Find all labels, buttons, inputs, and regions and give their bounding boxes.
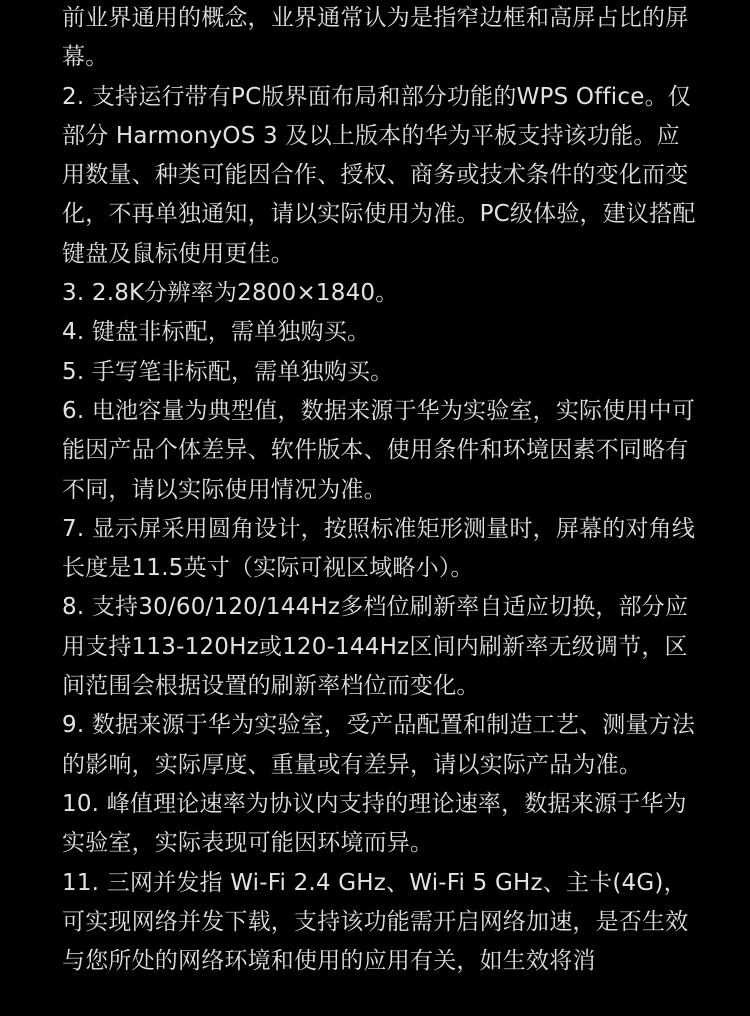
footnote-3: 3. 2.8K分辨率为2800×1840。 [62,280,399,307]
footnote-6: 6. 电池容量为典型值，数据来源于华为实验室，实际使用中可能因产品个体差异、软件版本、使用条件和环境因素不同略有不同，请以实际使用情况为准。 [62,397,696,503]
footnote-8: 8. 支持30/60/120/144Hz多档位刷新率自适应切换，部分应用支持113-120Hz或120-144Hz区间内刷新率无级调节，区间范围会根据设置的刷新率档位而变化。 [62,594,689,700]
footnote-2: 2. 支持运行带有PC版界面布局和部分功能的WPS Office。仅部分 HarmonyOS 3 及以上版本的华为平板支持该功能。应用数量、种类可能因合作、授权、商务或技术条件的变化而变化，不再单独通知，请以实际使用为准。PC级体验，建议搭配键盘及鼠标使用更佳。 [62,83,696,267]
footnote-7: 7. 显示屏采用圆角设计，按照标准矩形测量时，屏幕的对角线长度是11.5英寸（实际可视区域略小）。 [62,515,696,582]
footnote-11: 11. 三网并发指 Wi-Fi 2.4 GHz、Wi-Fi 5 GHz、主卡(4G)，可实现网络并发下载，支持该功能需开启网络加速，是否生效与您所处的网络环境和使用的应用有关，如生效将消 [62,869,689,975]
footnote-10: 10. 峰值理论速率为协议内支持的理论速率，数据来源于华为实验室，实际表现可能因环境而异。 [62,790,687,857]
footnote-5: 5. 手写笔非标配，需单独购买。 [62,358,394,385]
footnote-continued: 前业界通用的概念，业界通常认为是指窄边框和高屏占比的屏幕。 [62,5,689,71]
footnotes-list [62,0,702,981]
footnote-9: 9. 数据来源于华为实验室，受产品配置和制造工艺、测量方法的影响，实际厚度、重量或有差异，请以实际产品为准。 [62,712,696,778]
footnote-4: 4. 键盘非标配，需单独购买。 [62,319,371,346]
